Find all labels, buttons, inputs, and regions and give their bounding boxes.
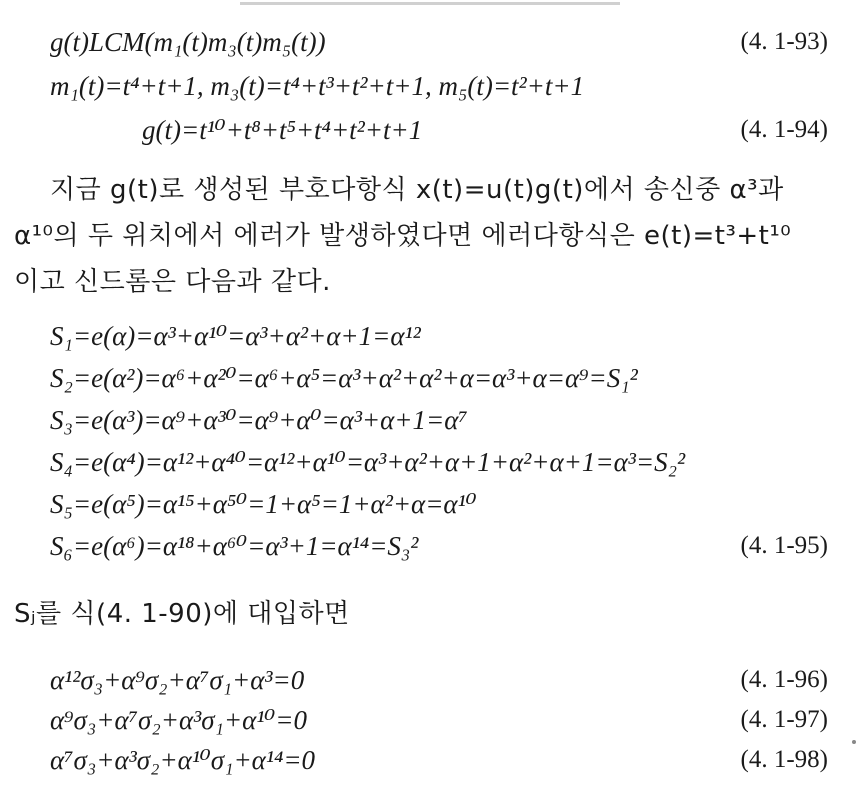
paragraph-line xyxy=(0,594,864,634)
syndrome-s2: S₂=e(α²)=α⁶+α²⁰=α⁶+α⁵=α³+α²+α²+α=α³+α=α⁹=S₁² xyxy=(50,363,638,393)
syndrome-line xyxy=(0,400,864,440)
paragraph-text: α¹⁰의 두 위치에서 에러가 발생하였다면 에러다항식은 e(t)=t³+t¹⁰ xyxy=(14,221,792,251)
sigma-equation-line xyxy=(0,660,864,700)
equation-line xyxy=(0,22,864,62)
equation-line xyxy=(0,110,864,150)
sigma-equation-line xyxy=(0,700,864,740)
syndrome-s3: S₃=e(α³)=α⁹+α³⁰=α⁹+α⁰=α³+α+1=α⁷ xyxy=(50,405,468,435)
equation-number: (4. 1-94) xyxy=(740,116,828,143)
equation-line xyxy=(0,66,864,106)
equation-number: (4. 1-97) xyxy=(740,706,828,733)
paragraph-line xyxy=(0,262,864,302)
syndrome-line xyxy=(0,526,864,566)
syndrome-line xyxy=(0,484,864,524)
equation-number: (4. 1-95) xyxy=(740,532,828,559)
syndrome-line xyxy=(0,358,864,398)
equation-4-1-98: α⁷σ₃+α³σ₂+α¹⁰σ₁+α¹⁴=0 xyxy=(50,745,316,775)
equation-number: (4. 1-93) xyxy=(740,28,828,55)
paragraph-line xyxy=(0,170,864,210)
equation-4-1-97: α⁹σ₃+α⁷σ₂+α³σ₁+α¹⁰=0 xyxy=(50,705,307,735)
equation-4-1-94: g(t)=t¹⁰+t⁸+t⁵+t⁴+t²+t+1 xyxy=(142,115,423,145)
paragraph-text: 지금 g(t)로 생성된 부호다항식 x(t)=u(t)g(t)에서 송신중 α³과 xyxy=(50,175,784,205)
syndrome-s5: S₅=e(α⁵)=α¹⁵+α⁵⁰=1+α⁵=1+α²+α=α¹⁰ xyxy=(50,489,477,519)
equation-number: (4. 1-98) xyxy=(740,746,828,773)
scan-speck xyxy=(852,740,856,744)
syndrome-line xyxy=(0,316,864,356)
paragraph-text: 이고 신드롬은 다음과 같다. xyxy=(14,267,331,297)
syndrome-s4: S₄=e(α⁴)=α¹²+α⁴⁰=α¹²+α¹⁰=α³+α²+α+1+α²+α+1=α³=S₂² xyxy=(50,447,686,477)
substitution-text: Sⱼ를 식(4. 1-90)에 대입하면 xyxy=(14,599,350,629)
syndrome-s1: S₁=e(α)=α³+α¹⁰=α³+α²+α+1=α¹² xyxy=(50,321,421,351)
syndrome-s6: S₆=e(α⁶)=α¹⁸+α⁶⁰=α³+1=α¹⁴=S₃² xyxy=(50,531,419,561)
cropped-top-text-remnant xyxy=(240,0,620,5)
equation-4-1-96: α¹²σ₃+α⁹σ₂+α⁷σ₁+α³=0 xyxy=(50,665,305,695)
sigma-equation-line xyxy=(0,740,864,780)
paragraph-line xyxy=(0,216,864,256)
equation-number: (4. 1-96) xyxy=(740,666,828,693)
syndrome-line xyxy=(0,442,864,482)
equation-4-1-93: g(t)LCM(m₁(t)m₃(t)m₅(t)) xyxy=(50,27,326,57)
minimal-polynomials: m₁(t)=t⁴+t+1, m₃(t)=t⁴+t³+t²+t+1, m₅(t)=t²+t+1 xyxy=(50,71,585,101)
